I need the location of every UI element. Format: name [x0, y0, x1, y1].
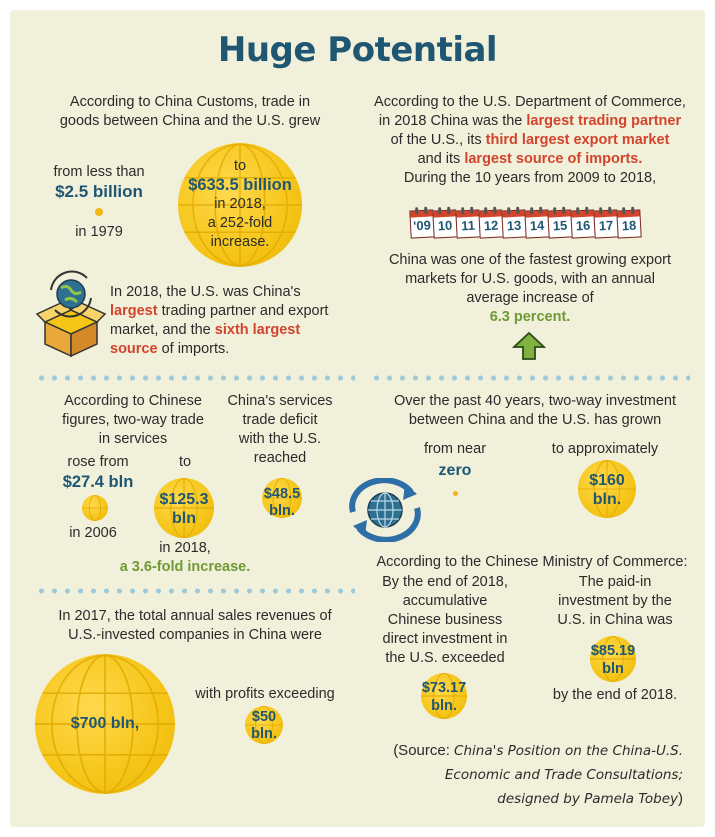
mofcom-right-value [579, 642, 647, 678]
goods-to-year: in 2018, [214, 196, 266, 212]
globe-cycle-icon [345, 478, 425, 542]
services-from-year: in 2006 [69, 525, 117, 541]
commerce-line [360, 150, 700, 169]
calendar-year: 16 [575, 217, 591, 234]
mofcom-left-amount: $73.17 [421, 680, 467, 696]
profit-unit: bln. [251, 726, 277, 742]
goods-intro [40, 93, 340, 131]
calendar-page [570, 209, 595, 238]
partner-source: source [110, 341, 158, 357]
calendar-header [410, 210, 432, 217]
calendar-header [617, 210, 639, 217]
calendar-ring [539, 207, 542, 214]
mofcom-line: U.S. in China was [557, 612, 673, 628]
globe-icon-large [178, 143, 302, 267]
calendar-year: 11 [460, 217, 476, 234]
services-intro [48, 392, 218, 449]
mofcom-left-unit: bln. [431, 698, 457, 714]
mofcom-left-text [370, 573, 520, 668]
calendar-header [571, 210, 593, 217]
mofcom-left-value [410, 679, 478, 715]
services-to-year: in 2018, [159, 540, 211, 556]
calendar-ring [576, 207, 579, 214]
calendar-ring [622, 207, 625, 214]
growth-line: China was one of the fastest growing export [388, 252, 672, 268]
mofcom-line: By the end of 2018, [382, 574, 508, 590]
divider-dots [35, 588, 355, 594]
calendar-year: 17 [598, 217, 614, 234]
commerce-line [360, 112, 700, 131]
growth-line: average increase of [466, 290, 594, 306]
calendar-header [502, 210, 524, 217]
growth-line: markets for U.S. goods, with an annual [405, 271, 655, 287]
calendar-header [433, 210, 455, 217]
commerce-text [360, 93, 700, 188]
investment-line: between China and the U.S. has grown [408, 412, 662, 428]
calendar-ring [507, 207, 510, 214]
mofcom-line: the U.S. exceeded [385, 650, 505, 666]
partner-largest: largest [110, 303, 158, 319]
deficit-amount: $48.5 [263, 486, 301, 502]
services-to-value: $125.3 [159, 491, 209, 508]
profit-value [234, 709, 294, 743]
commerce-text-span: of the U.S., its [390, 132, 486, 148]
calendar-page [409, 209, 434, 238]
investment-intro [370, 392, 700, 430]
bullet-dot [95, 208, 103, 216]
investment-to-unit: bln. [592, 491, 622, 508]
partner-text-span: of imports. [157, 341, 230, 357]
partner-line [110, 340, 360, 359]
calendar-header [548, 210, 570, 217]
calendar-ring [438, 207, 441, 214]
deficit-line: China's services [227, 393, 333, 409]
investment-to-label: to approximately [551, 441, 659, 457]
goods-to-value: $633.5 billion [188, 176, 292, 194]
commerce-largest-source: largest source of imports. [464, 151, 643, 167]
commerce-largest-partner: largest trading partner [526, 113, 682, 129]
calendar-ring [631, 207, 634, 214]
source-open: (Source: [393, 742, 455, 759]
calendar-page [524, 209, 549, 238]
goods-intro-line: goods between China and the U.S. grew [59, 113, 321, 129]
goods-intro-line: According to China Customs, trade in [69, 94, 311, 110]
goods-from-value: $2.5 billion [55, 182, 143, 201]
growth-value: 6.3 percent. [489, 309, 571, 325]
mofcom-right-tail: by the end of 2018. [552, 687, 678, 703]
partner-text-span: market, and the [110, 322, 215, 338]
calendar-year: 12 [483, 217, 499, 234]
calendar-ring [553, 207, 556, 214]
mofcom-line: The paid-in [578, 574, 652, 590]
calendar-year: '09 [412, 217, 432, 234]
up-arrow-icon [512, 331, 546, 361]
goods-to-label: to [233, 158, 247, 174]
sales-value: $700 bln, [70, 715, 140, 732]
mofcom-line: direct investment in [382, 631, 508, 647]
source-title: China's Position on the China-U.S. [454, 743, 683, 759]
calendar-page [455, 209, 480, 238]
globe-icon-tiny [82, 495, 108, 521]
partner-line [110, 302, 360, 321]
calendar-ring [599, 207, 602, 214]
calendar-header [525, 210, 547, 217]
mofcom-right-text [540, 573, 690, 630]
commerce-third-market: third largest export market [485, 132, 670, 148]
services-increase: a 3.6-fold increase. [119, 559, 251, 575]
calendar-year: 13 [506, 217, 522, 234]
calendar-year: 15 [552, 217, 568, 234]
calendar-ring [585, 207, 588, 214]
sales-line: In 2017, the total annual sales revenues of [58, 608, 332, 624]
source-title: Economic and Trade Consultations; [444, 767, 683, 783]
commerce-text-span: in 2018 China was the [378, 113, 527, 129]
goods-from-year: in 1979 [75, 224, 123, 240]
partner-sixth-largest: sixth largest [214, 322, 301, 338]
commerce-line: According to the U.S. Department of Commerce, [374, 94, 686, 110]
calendar-ring [424, 207, 427, 214]
services-line: in services [98, 431, 168, 447]
source-line [393, 763, 683, 787]
calendar-year: 14 [529, 217, 545, 234]
globe-box-icon [35, 270, 107, 360]
calendar-page [432, 209, 457, 238]
investment-from-label: from near [423, 441, 487, 457]
source-line [393, 787, 683, 811]
services-rose-from: rose from [67, 454, 129, 470]
services-line: According to Chinese [64, 393, 202, 409]
partner-line: In 2018, the U.S. was China's [110, 284, 301, 300]
deficit-text [225, 392, 335, 468]
source-line [393, 739, 683, 763]
divider-dots [370, 375, 690, 381]
globe-icon-large [35, 654, 175, 794]
deficit-line: reached [253, 450, 307, 466]
deficit-line: with the U.S. [238, 431, 322, 447]
goods-to-note: a 252-fold [207, 215, 273, 231]
calendar-header [479, 210, 501, 217]
calendar-header [594, 210, 616, 217]
globe-icon-medium [578, 460, 636, 518]
calendar-ring [447, 207, 450, 214]
mofcom-line: investment by the [558, 593, 672, 609]
partner-text [110, 283, 360, 359]
calendar-page [478, 209, 503, 238]
calendar-page [616, 209, 641, 238]
investment-to-value: $160 [589, 472, 625, 489]
profit-amount: $50 [251, 709, 277, 725]
calendar-year: 10 [437, 217, 453, 234]
mofcom-header: According to the Chinese Ministry of Commerce: [376, 554, 688, 570]
commerce-line: During the 10 years from 2009 to 2018, [403, 170, 657, 186]
deficit-unit: bln. [269, 503, 295, 519]
mofcom-right-amount: $85.19 [590, 643, 636, 659]
calendar-ring [530, 207, 533, 214]
source-designer: designed by Pamela Tobey [497, 791, 678, 807]
services-line: figures, two-way trade [62, 412, 204, 428]
mofcom-line: Chinese business [387, 612, 503, 628]
globe-icon-medium [154, 478, 214, 538]
services-to-label: to [178, 454, 192, 470]
calendar-ring [415, 207, 418, 214]
growth-text [365, 251, 695, 327]
goods-to-note: increase. [210, 234, 270, 250]
divider-dots [35, 375, 355, 381]
investment-line: Over the past 40 years, two-way investment [393, 393, 677, 409]
commerce-text-span: and its [417, 151, 465, 167]
calendar-page [593, 209, 618, 238]
calendar-header [456, 210, 478, 217]
mofcom-right-unit: bln [602, 661, 624, 677]
calendar-ring [484, 207, 487, 214]
services-from-value: $27.4 bln [62, 473, 134, 491]
mofcom-line: accumulative [402, 593, 488, 609]
calendar-ring [493, 207, 496, 214]
bullet-dot [453, 491, 458, 496]
deficit-line: trade deficit [242, 412, 318, 428]
partner-text-span: trading partner and export [157, 303, 329, 319]
investment-from-value: zero [438, 462, 472, 479]
source-close: ) [678, 790, 683, 807]
calendar-page [547, 209, 572, 238]
partner-line [110, 321, 360, 340]
calendar-ring [516, 207, 519, 214]
calendar-year: 18 [621, 217, 637, 234]
calendar-page [501, 209, 526, 238]
commerce-line [360, 131, 700, 150]
sales-intro [35, 607, 355, 645]
profit-label: with profits exceeding [195, 686, 335, 702]
globe-grid [82, 495, 108, 521]
page-title: Huge Potential [217, 30, 498, 70]
calendar-ring [562, 207, 565, 214]
services-to-unit: bln [172, 510, 196, 527]
calendar-ring [608, 207, 611, 214]
sales-line: U.S.-invested companies in China were [68, 627, 322, 643]
deficit-value [250, 486, 314, 520]
calendar-ring [470, 207, 473, 214]
source-credit [393, 739, 683, 811]
calendar-ring [461, 207, 464, 214]
goods-from-label: from less than [53, 164, 145, 180]
